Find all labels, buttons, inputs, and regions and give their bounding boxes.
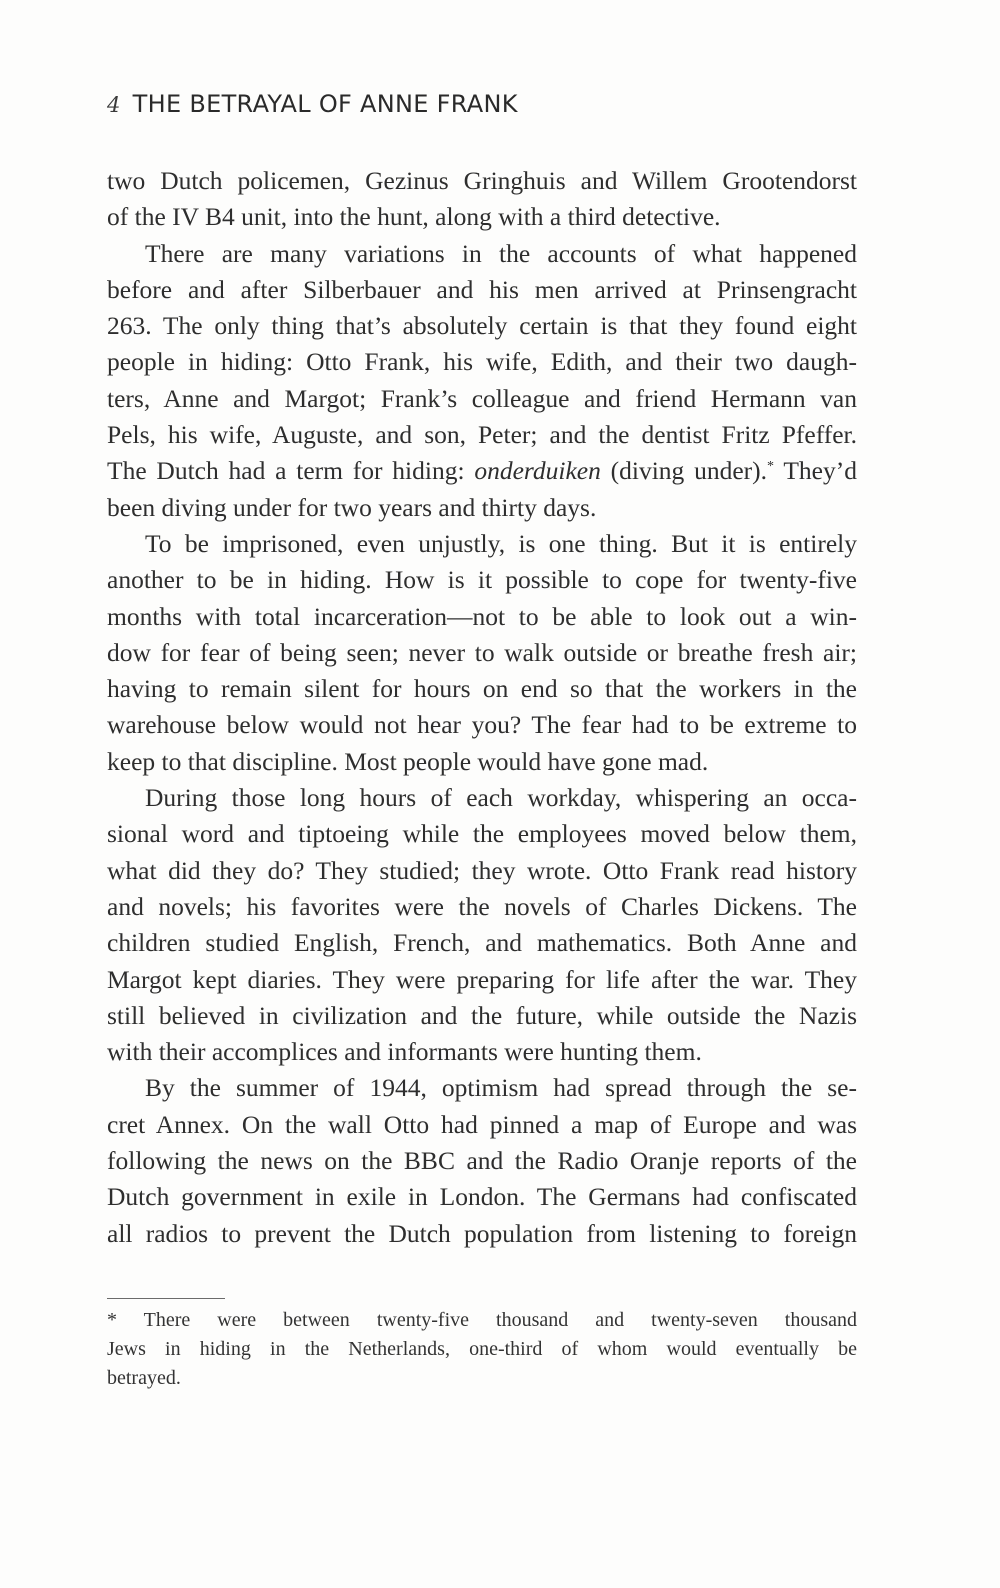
body-text	[107, 163, 857, 1252]
text-line: people in hiding: Otto Frank, his wife, Edith, and their two daugh-	[107, 347, 857, 377]
text-line: what did they do? They studied; they wrote. Otto Frank read history	[107, 855, 857, 885]
text-line: still believed in civilization and the future, while outside the Nazis	[107, 1000, 857, 1030]
text-segment: (diving under).	[600, 456, 768, 486]
text-line: months with total incarceration—not to be able to look out a win-	[107, 601, 857, 631]
footnote-marker[interactable]: *	[767, 459, 775, 475]
text-segment: The Dutch had a term for hiding:	[107, 456, 475, 486]
text-line: following the news on the BBC and the Radio Oranje reports of the	[107, 1146, 857, 1176]
text-line: been diving under for two years and thirty days.	[107, 492, 597, 522]
text-line: Dutch government in exile in London. The Germans had confiscated	[107, 1182, 857, 1212]
text-line: two Dutch policemen, Gezinus Gringhuis and Willem Grootendorst	[107, 166, 857, 195]
footnote-divider	[107, 1298, 225, 1299]
text-line: children studied English, French, and mathematics. Both Anne and	[107, 928, 857, 958]
footnote	[107, 1306, 857, 1393]
text-line: with their accomplices and informants were hunting them.	[107, 1037, 702, 1067]
running-head-title: THE BETRAYAL OF ANNE FRANK	[132, 90, 518, 118]
text-line-onderduiken	[107, 453, 857, 489]
text-line: During those long hours of each workday, whispering an occa-	[145, 783, 857, 813]
footnote-line: * There were between twenty-five thousand and twenty-seven thousand	[107, 1309, 857, 1331]
text-segment: They’d	[774, 456, 857, 486]
running-head	[107, 90, 518, 118]
footnote-line: Jews in hiding in the Netherlands, one-third of whom would eventually be	[107, 1338, 857, 1360]
text-line: To be imprisoned, even unjustly, is one thing. But it is entirely	[145, 528, 857, 558]
text-line: There are many variations in the accounts of what happened	[145, 238, 857, 268]
text-line: sional word and tiptoeing while the employees moved below them,	[107, 819, 857, 849]
text-line: of the IV B4 unit, into the hunt, along with a third detective.	[107, 202, 721, 232]
text-line: By the summer of 1944, optimism had spread through the se-	[145, 1073, 857, 1103]
text-line: cret Annex. On the wall Otto had pinned a map of Europe and was	[107, 1109, 857, 1139]
italic-term: onderduiken	[474, 456, 601, 486]
text-line: warehouse below would not hear you? The fear had to be extreme to	[107, 710, 857, 740]
page-number: 4	[107, 93, 121, 117]
text-line: dow for fear of being seen; never to walk outside or breathe fresh air;	[107, 637, 857, 667]
text-line: Margot kept diaries. They were preparing for life after the war. They	[107, 964, 857, 994]
text-line: and novels; his favorites were the novels of Charles Dickens. The	[107, 891, 857, 921]
footnote-line: betrayed.	[107, 1367, 181, 1389]
text-line: before and after Silberbauer and his men arrived at Prinsengracht	[107, 274, 857, 304]
text-line: Pels, his wife, Auguste, and son, Peter; and the dentist Fritz Pfeffer.	[107, 420, 857, 450]
text-line: all radios to prevent the Dutch population from listening to foreign	[107, 1218, 857, 1248]
text-line: ters, Anne and Margot; Frank’s colleague and friend Hermann van	[107, 383, 857, 413]
text-line: 263. The only thing that’s absolutely certain is that they found eight	[107, 311, 857, 341]
text-line: having to remain silent for hours on end so that the workers in the	[107, 674, 857, 704]
text-line: another to be in hiding. How is it possible to cope for twenty-five	[107, 565, 857, 595]
text-line: keep to that discipline. Most people would have gone mad.	[107, 746, 709, 776]
